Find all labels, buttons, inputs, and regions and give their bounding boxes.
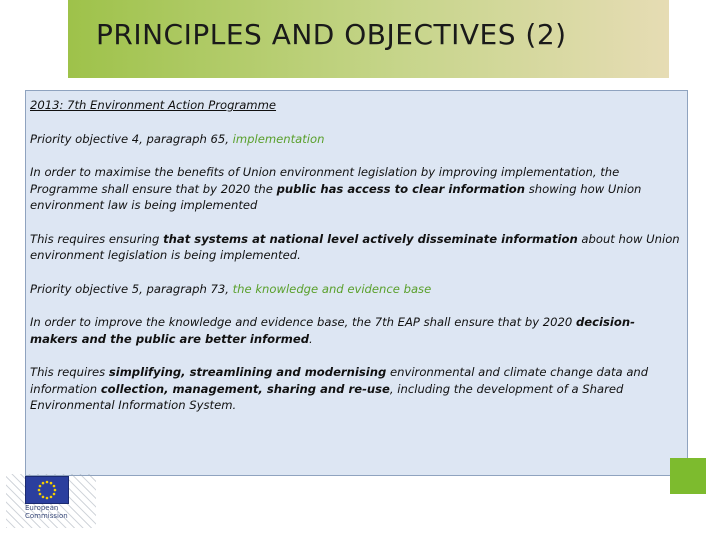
objective-4-topic: implementation bbox=[232, 131, 325, 146]
programme-heading: 2013: 7th Environment Action Programme bbox=[30, 98, 277, 112]
objective-5-requirement bbox=[30, 364, 681, 414]
objective-4-label: Priority objective 4, paragraph 65, bbox=[30, 131, 233, 146]
text-segment: , including the development of a Shared Environmental Information System. bbox=[30, 381, 624, 412]
bold-segment: simplifying, streamlining and modernising bbox=[108, 365, 387, 379]
bold-segment: that systems at national level actively disseminate information bbox=[163, 231, 578, 246]
objective-5-label: Priority objective 5, paragraph 73, bbox=[30, 281, 233, 296]
decorative-green-square bbox=[670, 458, 706, 494]
priority-objective-4 bbox=[30, 131, 681, 148]
slide-title: PRINCIPLES AND OBJECTIVES (2) bbox=[96, 18, 567, 51]
content-box bbox=[25, 90, 688, 476]
text-segment: showing how Union environment law is being implemented bbox=[30, 181, 642, 212]
european-commission-logo bbox=[25, 476, 69, 524]
text-segment: . bbox=[309, 331, 313, 346]
bold-segment: public has access to clear information bbox=[276, 181, 526, 196]
text-segment: In order to improve the knowledge and evidence base, the 7th EAP shall ensure that by 2020 bbox=[30, 315, 576, 329]
objective-4-paragraph bbox=[30, 164, 681, 214]
text-segment: In order to maximise the benefits of Union environment legislation by improving implementation, the Programme shall ensure that by 2020 the bbox=[30, 165, 620, 196]
eu-flag-icon bbox=[25, 476, 69, 504]
priority-objective-5 bbox=[30, 281, 681, 298]
bold-segment: decision-makers and the public are better informed bbox=[30, 315, 635, 346]
title-band bbox=[68, 0, 669, 78]
objective-5-paragraph bbox=[30, 314, 681, 347]
text-segment: This requires bbox=[30, 365, 109, 379]
objective-5-topic: the knowledge and evidence base bbox=[232, 281, 432, 296]
text-segment: about how Union environment legislation is being implemented. bbox=[30, 231, 680, 262]
bold-segment: collection, management, sharing and re-use bbox=[100, 381, 390, 396]
logo-caption: European Commission bbox=[25, 504, 68, 520]
objective-4-requirement bbox=[30, 231, 681, 264]
text-segment: This requires ensuring bbox=[30, 231, 164, 246]
text-segment: environmental and climate change data and information bbox=[30, 365, 649, 396]
